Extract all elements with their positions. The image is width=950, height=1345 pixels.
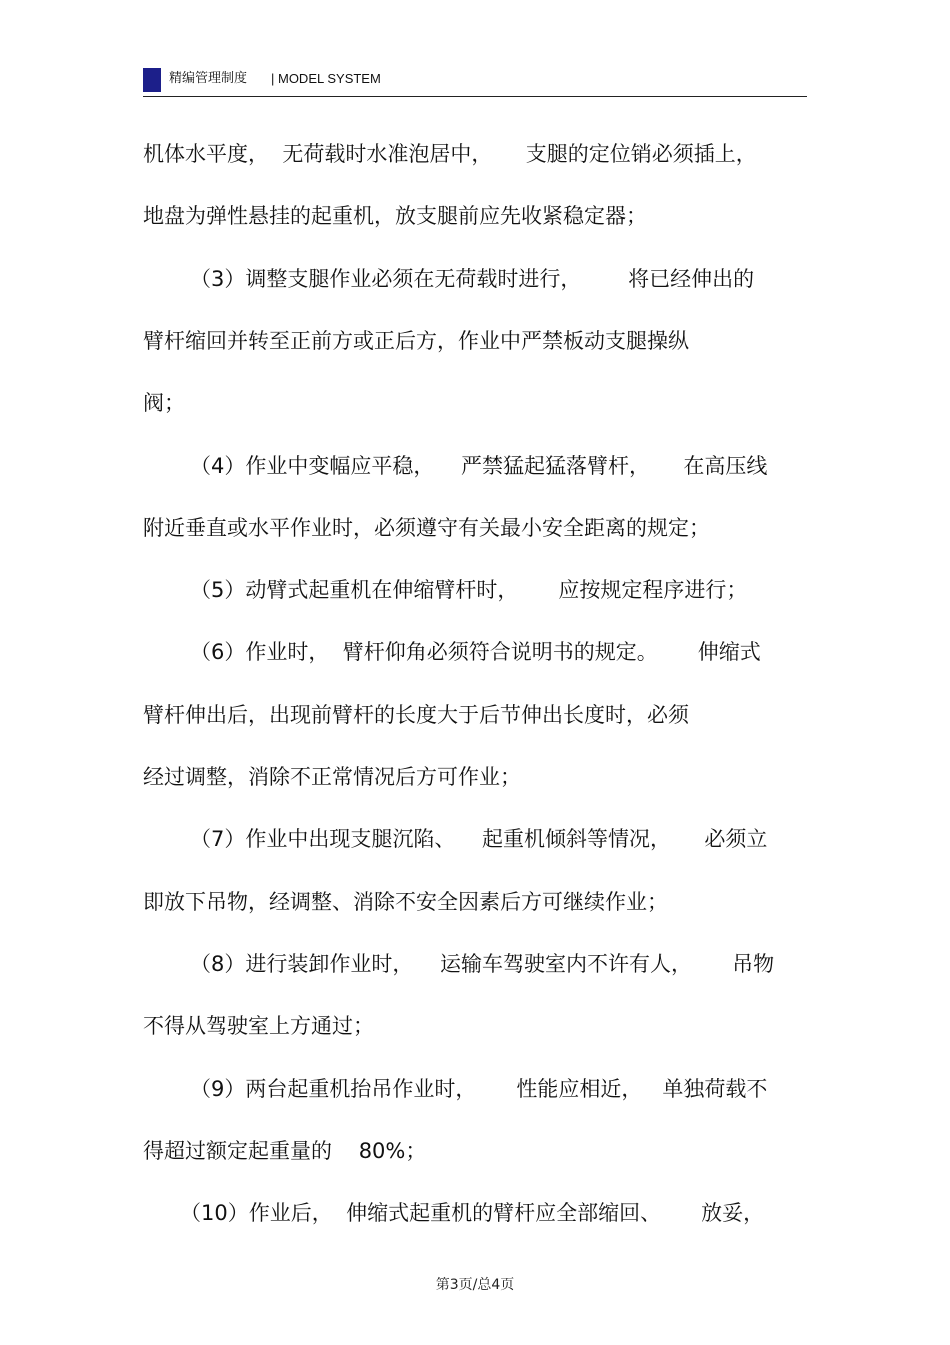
body-line: （3）调整支腿作业必须在无荷载时进行， 将已经伸出的 (190, 267, 755, 291)
body-line: 机体水平度， 无荷载时水准泡居中， 支腿的定位销必须插上， (143, 142, 757, 166)
page-header (143, 66, 807, 97)
body-line: 经过调整，消除不正常情况后方可作业； (143, 765, 521, 789)
logo-icon (143, 68, 161, 92)
page-footer: 第3页/总4页 (435, 1277, 515, 1293)
body-line: 阀； (143, 391, 185, 415)
body-line: （9）两台起重机抬吊作业时， 性能应相近， 单独荷载不 (190, 1077, 768, 1101)
body-line: （8）进行装卸作业时， 运输车驾驶室内不许有人， 吊物 (190, 952, 775, 976)
body-line: （4）作业中变幅应平稳， 严禁猛起猛落臂杆， 在高压线 (190, 454, 768, 478)
body-line: （7）作业中出现支腿沉陷、 起重机倾斜等情况， 必须立 (190, 827, 768, 851)
header-title-cn: 精编管理制度 (169, 71, 248, 86)
body-line: （5）动臂式起重机在伸缩臂杆时， 应按规定程序进行； (190, 578, 748, 602)
body-line: 即放下吊物，经调整、消除不安全因素后方可继续作业； (143, 890, 668, 914)
body-line: 地盘为弹性悬挂的起重机，放支腿前应先收紧稳定器； (143, 204, 647, 228)
body-line: 臂杆伸出后，出现前臂杆的长度大于后节伸出长度时，必须 (143, 703, 689, 727)
body-line: 不得从驾驶室上方通过； (143, 1014, 374, 1038)
body-line: （6）作业时， 臂杆仰角必须符合说明书的规定。 伸缩式 (190, 640, 761, 664)
body-line: 得超过额定起重量的 80%； (143, 1139, 427, 1163)
header-title-en: | MODEL SYSTEM (271, 71, 381, 86)
body-line: （10）作业后， 伸缩式起重机的臂杆应全部缩回、 放妥， (180, 1201, 765, 1225)
body-line: 臂杆缩回并转至正前方或正后方，作业中严禁板动支腿操纵 (143, 329, 689, 353)
body-line: 附近垂直或水平作业时，必须遵守有关最小安全距离的规定； (143, 516, 710, 540)
